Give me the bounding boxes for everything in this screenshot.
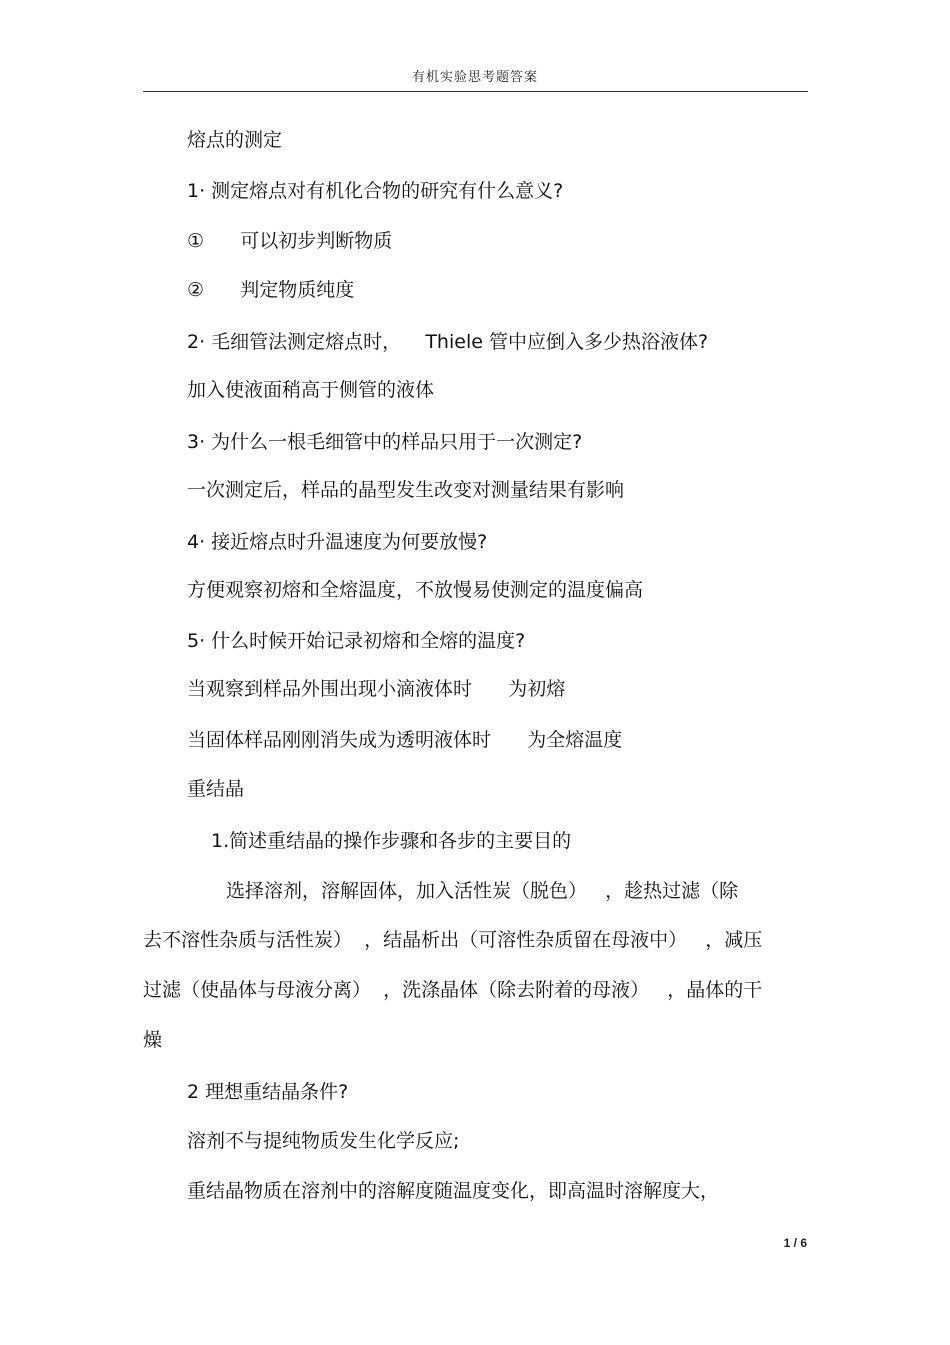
recryst-question-1: 1.简述重结晶的操作步骤和各步的主要目的 bbox=[211, 830, 572, 852]
page-number: 1 / 6 bbox=[783, 1236, 807, 1250]
answer-5-line-2: 当固体样品刚刚消失成为透明液体时 为全熔温度 bbox=[187, 729, 623, 751]
question-1: 1· 测定熔点对有机化合物的研究有什么意义? bbox=[187, 180, 564, 202]
answer-1-item-2: ② 判定物质纯度 bbox=[187, 279, 355, 301]
answer-1-item-1: ① 可以初步判断物质 bbox=[187, 230, 393, 252]
recryst-answer-1-line-1: 选择溶剂，溶解固体，加入活性炭（脱色） ，趁热过滤（除 bbox=[226, 880, 739, 902]
question-2: 2· 毛细管法测定熔点时， Thiele 管中应倒入多少热浴液体? bbox=[187, 331, 709, 353]
answer-3: 一次测定后，样品的晶型发生改变对测量结果有影响 bbox=[187, 479, 625, 501]
recryst-question-2: 2 理想重结晶条件? bbox=[187, 1081, 349, 1103]
answer-2: 加入使液面稍高于侧管的液体 bbox=[187, 379, 435, 401]
question-3: 3· 为什么一根毛细管中的样品只用于一次测定? bbox=[187, 431, 583, 453]
section-title-melting-point: 熔点的测定 bbox=[187, 129, 283, 151]
question-5: 5· 什么时候开始记录初熔和全熔的温度? bbox=[187, 630, 526, 652]
section-title-recrystallization: 重结晶 bbox=[187, 778, 245, 800]
answer-5-line-1: 当观察到样品外围出现小滴液体时 为初熔 bbox=[187, 678, 566, 700]
recryst-answer-2-line-2: 重结晶物质在溶剂中的溶解度随温度变化，即高温时溶解度大， bbox=[187, 1180, 720, 1202]
recryst-answer-1-line-2: 去不溶性杂质与活性炭） ，结晶析出（可溶性杂质留在母液中） ，减压 bbox=[143, 929, 763, 951]
question-4: 4· 接近熔点时升温速度为何要放慢? bbox=[187, 531, 488, 553]
answer-4: 方便观察初熔和全熔温度，不放慢易使测定的温度偏高 bbox=[187, 579, 644, 601]
recryst-answer-2-line-1: 溶剂不与提纯物质发生化学反应; bbox=[187, 1130, 460, 1152]
page-header-title: 有机实验思考题答案 bbox=[411, 70, 538, 85]
recryst-answer-1-line-4: 燥 bbox=[143, 1029, 163, 1051]
recryst-answer-1-line-3: 过滤（使晶体与母液分离） ，洗涤晶体（除去附着的母液） ，晶体的干 bbox=[143, 979, 763, 1001]
header-divider bbox=[143, 91, 808, 92]
